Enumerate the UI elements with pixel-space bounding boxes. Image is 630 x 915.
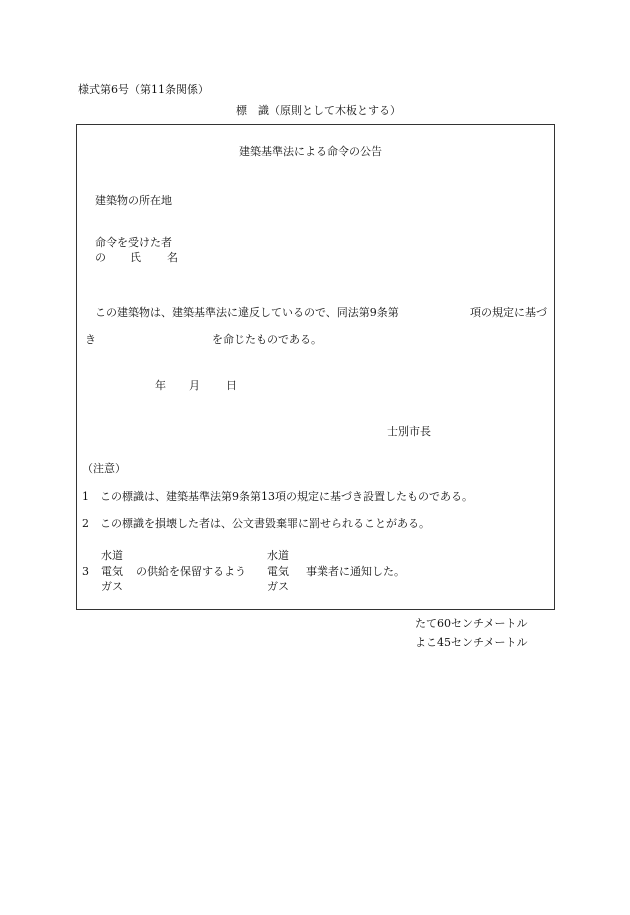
note-3-provider-electric: 電気 (267, 565, 289, 578)
note-3-utility-gas: ガス (101, 580, 123, 593)
note-3-utility-electric: 電気 (101, 565, 123, 578)
note-3-provider-water: 水道 (267, 549, 289, 562)
size-width: よこ45センチメートル (415, 636, 528, 649)
note-3-provider-gas: ガス (267, 580, 289, 593)
notice-title: 建築基準法による命令の公告 (239, 145, 382, 158)
recipient-label-line2 (95, 251, 178, 265)
note-3-end-text: 事業者に通知した。 (306, 565, 405, 578)
notes-heading: （注意） (82, 462, 126, 475)
recipient-label-mei: 名 (167, 251, 178, 264)
recipient-label-line1: 命令を受けた者 (95, 236, 172, 249)
body-text-line1-end: 項の規定に基づ (470, 306, 547, 319)
recipient-label-shi: 氏 (130, 251, 141, 264)
note-3-utility-water: 水道 (101, 549, 123, 562)
form-number: 様式第6号（第11条関係） (78, 83, 209, 96)
note-2: 2 この標識を損壊した者は、公文書毀棄罪に罰せられることがある。 (82, 517, 430, 530)
issuer-name: 士別市長 (387, 425, 431, 438)
note-3-middle-text: の供給を保留するよう (136, 565, 246, 578)
recipient-label-no: の (95, 251, 106, 264)
sign-title: 標 識（原則として木板とする） (236, 104, 401, 117)
building-location-label: 建築物の所在地 (95, 194, 172, 207)
date-day-label: 日 (226, 379, 237, 392)
note-1: 1 この標識は、建築基準法第9条第13項の規定に基づき設置したものである。 (82, 490, 473, 503)
date-year-label: 年 (155, 379, 166, 392)
date-month-label: 月 (189, 379, 200, 392)
body-text-line2-end: を命じたものである。 (212, 333, 322, 346)
size-height: たて60センチメートル (415, 617, 528, 630)
body-text-line2-start: き (85, 333, 96, 346)
note-3-number: 3 (82, 565, 89, 578)
body-text-line1-start: この建築物は、建築基準法に違反しているので、同法第9条第 (95, 306, 399, 319)
